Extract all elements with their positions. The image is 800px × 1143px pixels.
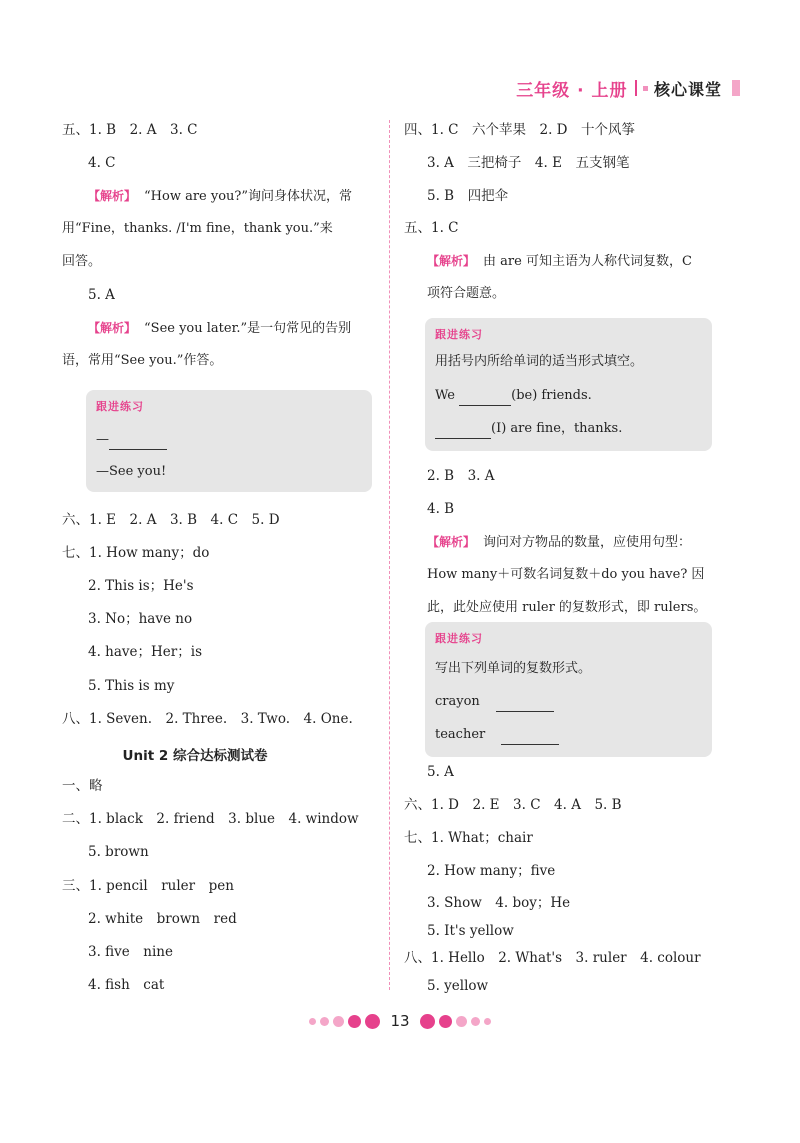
- page-footer: [0, 1012, 800, 1030]
- answer-line: 3. Show 4. boy；He: [427, 895, 571, 911]
- word: We: [435, 388, 455, 403]
- answer-blank[interactable]: [496, 697, 554, 712]
- dot-icon: [333, 1016, 344, 1027]
- practice-question: 写出下列单词的复数形式。: [435, 661, 592, 676]
- answer-line: 五、1. B 2. A 3. C: [62, 122, 198, 138]
- analysis-line: [427, 251, 692, 272]
- practice-title: 跟进练习: [96, 400, 144, 413]
- dot-icon: [484, 1018, 491, 1025]
- dot-icon: [439, 1015, 452, 1028]
- page-number: 13: [390, 1012, 410, 1030]
- analysis-line: 回答。: [62, 254, 102, 269]
- answer-line: 2. B 3. A: [427, 468, 495, 484]
- answer-line: 5. It's yellow: [427, 923, 514, 939]
- word: teacher: [435, 727, 486, 742]
- analysis-line: 语，常用“See you.”作答。: [62, 353, 223, 368]
- practice-box: [425, 318, 712, 451]
- answer-blank[interactable]: [501, 730, 559, 745]
- answer-line: 4. fish cat: [88, 977, 165, 993]
- word: crayon: [435, 694, 480, 709]
- word: (be) friends.: [511, 388, 592, 403]
- answer-line: 5. A: [88, 287, 115, 303]
- analysis-tag: 【解析】: [88, 321, 137, 335]
- header-subtitle: 核心课堂: [653, 79, 722, 99]
- answer-blank[interactable]: [459, 391, 511, 406]
- answer-line: 八、1. Seven. 2. Three. 3. Two. 4. One.: [62, 711, 353, 727]
- answer-line: 5. yellow: [427, 978, 489, 994]
- header-dot-icon: [643, 86, 648, 91]
- analysis-line: [88, 318, 351, 339]
- dash: —: [96, 432, 109, 447]
- word: (I) are fine，thanks.: [491, 421, 623, 436]
- practice-box: [425, 622, 712, 757]
- answer-line: 二、1. black 2. friend 3. blue 4. window: [62, 811, 359, 827]
- answer-line: 5. B 四把伞: [427, 188, 509, 204]
- answer-line: 六、1. E 2. A 3. B 4. C 5. D: [62, 512, 280, 528]
- practice-box: [86, 390, 372, 492]
- answer-line: 八、1. Hello 2. What's 3. ruler 4. colour: [404, 950, 701, 966]
- analysis-line: 用“Fine，thanks. /I'm fine，thank you.”来: [62, 221, 333, 236]
- analysis-text: “See you later.”是一句常见的告别: [144, 321, 352, 336]
- column-divider: [389, 120, 390, 990]
- practice-question: —See you!: [96, 464, 167, 479]
- practice-title: 跟进练习: [435, 328, 483, 341]
- analysis-line: [88, 186, 352, 207]
- analysis-tag: 【解析】: [427, 254, 476, 268]
- answer-line: 4. B: [427, 501, 455, 517]
- dot-icon: [456, 1016, 467, 1027]
- answer-line: 3. No；have no: [88, 611, 193, 627]
- section-title: Unit 2 综合达标测试卷: [122, 748, 268, 764]
- analysis-tag: 【解析】: [88, 189, 137, 203]
- analysis-text: “How are you?”询问身体状况，常: [144, 189, 353, 204]
- dot-icon: [320, 1017, 329, 1026]
- analysis-tag: 【解析】: [427, 535, 476, 549]
- answer-line: 3. five nine: [88, 944, 173, 960]
- analysis-line: 此，此处应使用 ruler 的复数形式，即 rulers。: [427, 600, 707, 615]
- answer-line: 4. have；Her；is: [88, 644, 202, 660]
- answer-line: 5. This is my: [88, 678, 175, 694]
- practice-question: [96, 430, 167, 450]
- answer-line: 4. C: [88, 155, 116, 171]
- analysis-text: 询问对方物品的数量，应使用句型：: [483, 535, 692, 550]
- analysis-line: [427, 532, 691, 553]
- dot-icon: [348, 1015, 361, 1028]
- answer-line: 五、1. C: [404, 220, 459, 236]
- answer-line: 2. white brown red: [88, 911, 237, 927]
- analysis-text: 由 are 可知主语为人称代词复数，C: [483, 254, 692, 269]
- practice-title: 跟进练习: [435, 632, 483, 645]
- analysis-line: 项符合题意。: [427, 286, 506, 301]
- answer-line: 2. How many；five: [427, 863, 556, 879]
- answer-line: 5. brown: [88, 844, 149, 860]
- answer-blank[interactable]: [435, 424, 491, 439]
- practice-question: [435, 725, 559, 745]
- analysis-line: How many＋可数名词复数＋do you have? 因: [427, 567, 705, 582]
- answer-line: 5. A: [427, 764, 454, 780]
- header-separator: [635, 80, 637, 96]
- answer-line: 3. A 三把椅子 4. E 五支钢笔: [427, 155, 630, 171]
- answer-line: 七、1. What；chair: [404, 830, 533, 846]
- answer-blank[interactable]: [109, 435, 167, 450]
- practice-question: [435, 386, 592, 406]
- answer-line: 三、1. pencil ruler pen: [62, 878, 234, 894]
- header-title: 三年级 · 上册: [516, 80, 628, 101]
- header-tab-mark: [732, 80, 740, 96]
- answer-line: 七、1. How many；do: [62, 545, 210, 561]
- page-header: [60, 70, 740, 106]
- answer-line: 一、略: [62, 778, 103, 794]
- practice-question: [435, 692, 554, 712]
- answer-line: 2. This is；He's: [88, 578, 194, 594]
- dot-icon: [471, 1017, 480, 1026]
- answer-line: 四、1. C 六个苹果 2. D 十个风筝: [404, 122, 635, 138]
- answer-line: 六、1. D 2. E 3. C 4. A 5. B: [404, 797, 622, 813]
- dot-icon: [420, 1014, 435, 1029]
- practice-question: 用括号内所给单词的适当形式填空。: [435, 354, 644, 369]
- dot-icon: [309, 1018, 316, 1025]
- dot-icon: [365, 1014, 380, 1029]
- practice-question: [435, 419, 622, 439]
